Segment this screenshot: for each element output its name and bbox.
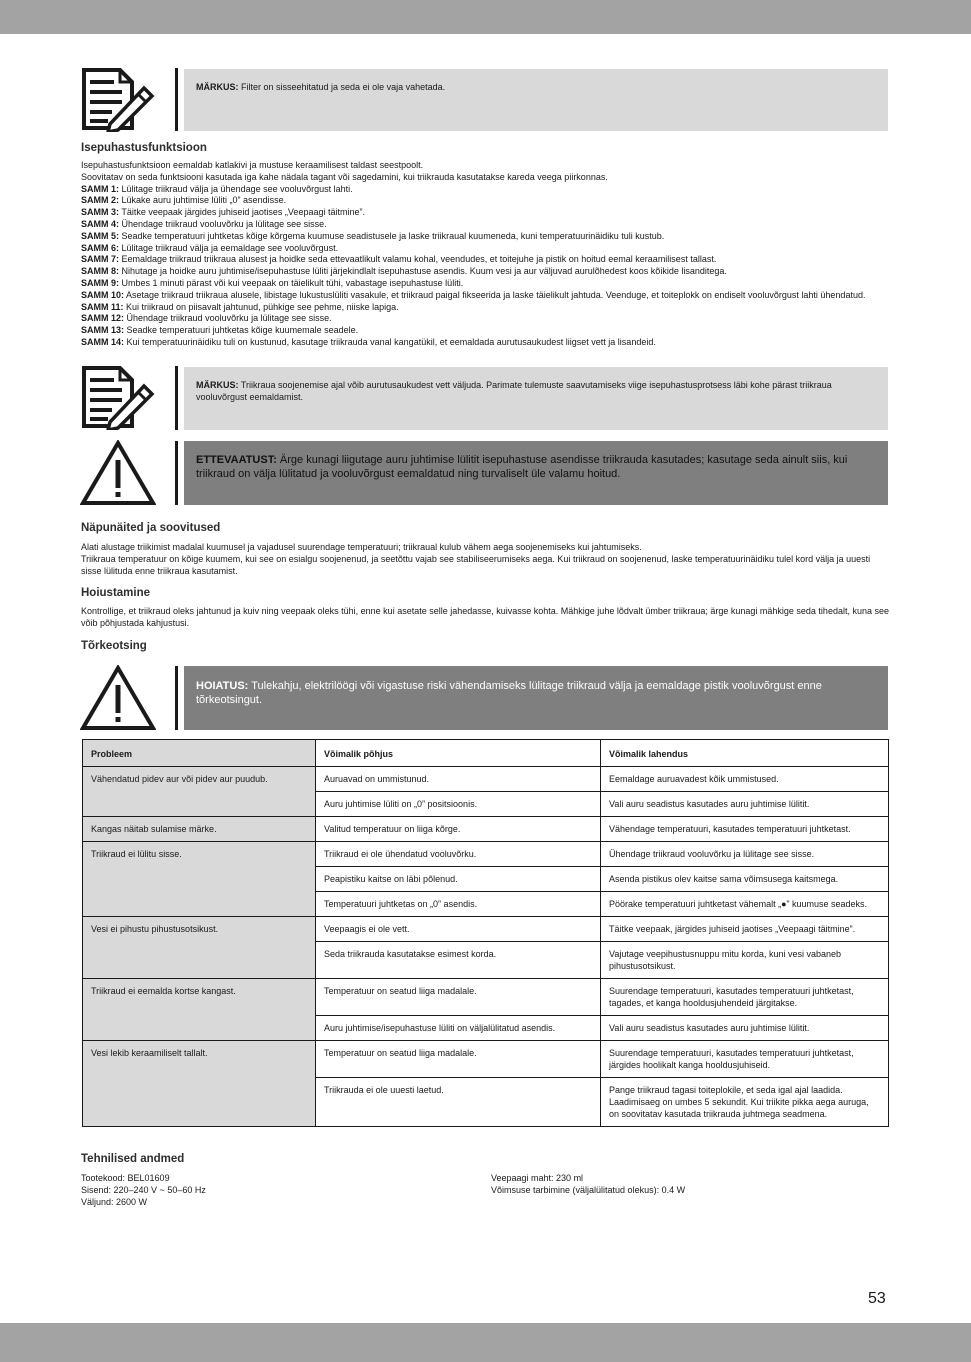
cause-cell: Auruavad on ummistunud.: [316, 767, 601, 792]
note-label: MÄRKUS:: [196, 380, 239, 390]
step-item: [81, 266, 889, 278]
section-title-troubleshooting: Tõrkeotsing: [81, 640, 147, 652]
table-row: [83, 1041, 889, 1078]
storage-body: [81, 606, 889, 630]
tech-line: Veepaagi maht: 230 ml: [491, 1173, 584, 1183]
step-text: Kui temperatuurinäidiku tuli on kustunud, kasutage triikrauda vanal kangatükil, et eemaldada aurutusaukudest liigset vett ja lisandeid.: [124, 336, 656, 347]
cause-cell: Seda triikrauda kasutatakse esimest korda.: [316, 942, 601, 979]
step-text: Lükake auru juhtimise lüliti „0” asendisse.: [119, 195, 287, 206]
step-text: Lülitage triikraud välja ja eemaldage see vooluvõrgust.: [119, 242, 339, 253]
warning-label: HOIATUS:: [196, 680, 249, 692]
problem-cell: Vesi lekib keraamiliselt tallalt.: [83, 1041, 316, 1127]
table-row: [83, 842, 889, 867]
divider: [175, 366, 178, 430]
steps-list: [81, 184, 889, 349]
note-box: [184, 367, 888, 430]
cause-cell: Auru juhtimise lüliti on „0” positsioonis.: [316, 792, 601, 817]
divider: [175, 666, 178, 730]
solution-cell: Suurendage temperatuuri, kasutades temperatuuri juhtketast, järgides hoolikalt kanga hooldusjuhiseid.: [601, 1041, 889, 1078]
step-text: Umbes 1 minuti pärast või kui veepaak on täielikult tühi, vabastage isepuhastuse lüliti.: [119, 277, 464, 288]
section-title-storage: Hoiustamine: [81, 587, 151, 599]
solution-cell: Pange triikraud tagasi toiteplokile, et seda igal ajal laadida. Laadimisaeg on umbes 5 sekundit. Kui triikite pikka aega auruga, on soovitatav kasutada triikrauda juhtmega seadmena.: [601, 1078, 889, 1127]
solution-cell: Täitke veepaak, järgides juhiseid jaotises „Veepaagi täitmine”.: [601, 917, 889, 942]
step-label: SAMM 5:: [81, 230, 119, 241]
problem-cell: Triikraud ei eemalda kortse kangast.: [83, 979, 316, 1041]
step-label: SAMM 12:: [81, 313, 125, 324]
step-label: SAMM 2:: [81, 195, 119, 206]
step-text: Ühendage triikraud vooluvõrku ja lülitage see sisse.: [124, 313, 332, 324]
section-title-tips: Näpunäited ja soovitused: [81, 522, 221, 534]
solution-cell: Ühendage triikraud vooluvõrku ja lülitage see sisse.: [601, 842, 889, 867]
step-label: SAMM 4:: [81, 218, 119, 229]
tech-line: Tootekood: BEL01609: [81, 1173, 170, 1183]
step-label: SAMM 7:: [81, 254, 119, 265]
step-label: SAMM 6:: [81, 242, 119, 253]
step-item: [81, 302, 889, 314]
warning-text: Tulekahju, elektrilöögi või vigastuse riski vähendamiseks lülitage triikraud välja ja eemaldage pistik vooluvõrgust enne tõrkeotsingut.: [196, 680, 822, 706]
tips-paragraph: Alati alustage triikimist madalal kuumusel ja vajadusel suurendage temperatuuri; triikraual kulub vähem aega soojenemiseks kui jahtumiseks.: [81, 542, 642, 552]
selfclean-body: [81, 160, 889, 349]
caution-text: Ärge kunagi liigutage auru juhtimise lülitit isepuhastuse asendisse triikrauda kasutades; kasutage seda ainult siis, kui triikraud on välja lülitatud ja vooluvõrgust eemaldatud ning turvaliselt üle valamu hoitud.: [196, 454, 848, 480]
selfclean-intro: Isepuhastusfunktsioon eemaldab katlakivi ja mustuse keraamilisest taldast seestpoolt.: [81, 160, 424, 170]
caution-label: ETTEVAATUST:: [196, 454, 277, 466]
step-text: Lülitage triikraud välja ja ühendage see vooluvõrgust lahti.: [119, 183, 353, 194]
problem-cell: Kangas näitab sulamise märke.: [83, 817, 316, 842]
tech-line: Võimsuse tarbimine (väljalülitatud olekus): 0.4 W: [491, 1185, 686, 1195]
cause-cell: Auru juhtimise/isepuhastuse lüliti on väljalülitatud asendis.: [316, 1016, 601, 1041]
tech-line: Sisend: 220–240 V ~ 50–60 Hz: [81, 1185, 206, 1195]
troubleshooting-table: [82, 739, 889, 1127]
solution-cell: Eemaldage auruavadest kõik ummistused.: [601, 767, 889, 792]
step-item: [81, 184, 889, 196]
top-bar: [0, 0, 971, 34]
solution-cell: Pöörake temperatuuri juhtketast vähemalt „●” kuumuse seadeks.: [601, 892, 889, 917]
problem-cell: Vähendatud pidev aur või pidev aur puudub.: [83, 767, 316, 817]
solution-cell: Vajutage veepihustusnuppu mitu korda, kuni vesi vabaneb pihustusotsikust.: [601, 942, 889, 979]
step-item: [81, 290, 889, 302]
step-item: [81, 254, 889, 266]
bottom-bar: [0, 1323, 971, 1362]
problem-cell: Triikraud ei lülitu sisse.: [83, 842, 316, 917]
step-text: Seadke temperatuuri juhtketas kõige kuumemale seadele.: [124, 325, 359, 336]
step-text: Täitke veepaak järgides juhiseid jaotises „Veepaagi täitmine”.: [119, 207, 365, 218]
step-text: Asetage triikraud triikraua alusele, libistage lukustuslüliti vasakule, et triikraud paigal fikseerida ja laske täielikult jahtuda. Veenduge, et toiteplokk on endiselt vooluvõrgust lahti ühendatud.: [124, 289, 866, 300]
step-item: [81, 278, 889, 290]
cause-cell: Temperatuuri juhtketas on „0” asendis.: [316, 892, 601, 917]
solution-cell: Asenda pistikus olev kaitse sama võimsusega kaitsmega.: [601, 867, 889, 892]
section-title-tech: Tehnilised andmed: [81, 1153, 185, 1165]
step-text: Nihutage ja hoidke auru juhtimise/isepuhastuse lüliti järjekindlalt isepuhastuse asendis. Kuum vesi ja aur väljuvad aurulõhedest koos kõikide lisanditega.: [119, 266, 727, 277]
note-text: Triikraua soojenemise ajal võib aurutusaukudest vett väljuda. Parimate tulemuste saavutamiseks viige isepuhastusprotsess läbi kohe pärast triikraua vooluvõrgust eemaldamist.: [196, 380, 832, 402]
step-item: [81, 337, 889, 349]
table-row: [83, 917, 889, 942]
storage-paragraph: Kontrollige, et triikraud oleks jahtunud ja kuiv ning veepaak oleks tühi, enne kui asetate selle jahedasse, kuivasse kohta. Mähkige juhe lõdvalt ümber triikraua; ärge kunagi mähkige seda tihedalt, kuna see võib põhjustada kahjustusi.: [81, 606, 889, 628]
step-label: SAMM 11:: [81, 301, 124, 312]
table-header-row: [83, 740, 889, 767]
step-label: SAMM 8:: [81, 266, 119, 277]
step-item: [81, 219, 889, 231]
section-title-selfclean: Isepuhastusfunktsioon: [81, 142, 207, 154]
problem-cell: Vesi ei pihustu pihustusotsikust.: [83, 917, 316, 979]
cause-cell: Peapistiku kaitse on läbi põlenud.: [316, 867, 601, 892]
step-label: SAMM 9:: [81, 277, 119, 288]
solution-cell: Vali auru seadistus kasutades auru juhtimise lülitit.: [601, 1016, 889, 1041]
step-text: Seadke temperatuuri juhtketas kõige kõrgema kuumuse seadistusele ja laske triikraual kuumeneda, kuni temperatuurinäidiku tuli kustub.: [119, 230, 665, 241]
step-label: SAMM 10:: [81, 289, 125, 300]
tech-right: [491, 1172, 685, 1196]
solution-cell: Suurendage temperatuuri, kasutades temperatuuri juhtketast, tagades, et kanga hooldusjuhendeid järgitakse.: [601, 979, 889, 1016]
step-item: [81, 313, 889, 325]
warning-triangle-icon: [80, 440, 156, 506]
note-icon: [80, 66, 156, 132]
cause-cell: Veepaagis ei ole vett.: [316, 917, 601, 942]
table-row: [83, 979, 889, 1016]
step-label: SAMM 13:: [81, 325, 125, 336]
table-header: Võimalik lahendus: [601, 740, 889, 767]
step-label: SAMM 1:: [81, 183, 119, 194]
cause-cell: Triikrauda ei ole uuesti laetud.: [316, 1078, 601, 1127]
solution-cell: Vähendage temperatuuri, kasutades temperatuuri juhtketast.: [601, 817, 889, 842]
table-row: [83, 767, 889, 792]
tips-body: [81, 542, 889, 577]
selfclean-intro: Soovitatav on seda funktsiooni kasutada iga kahe nädala tagant või sagedamini, kui triikrauda kasutatakse kareda veega piirkonnas.: [81, 171, 608, 182]
cause-cell: Temperatuur on seatud liiga madalale.: [316, 1041, 601, 1078]
table-header: Võimalik põhjus: [316, 740, 601, 767]
step-text: Eemaldage triikraud triikraua alusest ja hoidke seda ettevaatlikult valamu kohal, veendudes, et toitejuhe ja pistik on hoitud eemal keraamilisest tallast.: [119, 254, 717, 265]
warning-box: [184, 666, 888, 730]
page-number: 53: [868, 1290, 886, 1307]
step-item: [81, 243, 889, 255]
step-item: [81, 195, 889, 207]
solution-cell: Vali auru seadistus kasutades auru juhtimise lülitit.: [601, 792, 889, 817]
warning-triangle-icon: [80, 665, 156, 731]
step-label: SAMM 14:: [81, 336, 125, 347]
cause-cell: Temperatuur on seatud liiga madalale.: [316, 979, 601, 1016]
table-header: Probleem: [83, 740, 316, 767]
cause-cell: Triikraud ei ole ühendatud vooluvõrku.: [316, 842, 601, 867]
step-label: SAMM 3:: [81, 207, 119, 218]
step-text: Ühendage triikraud vooluvõrku ja lülitage see sisse.: [119, 218, 327, 229]
divider: [175, 441, 178, 505]
cause-cell: Valitud temperatuur on liiga kõrge.: [316, 817, 601, 842]
caution-box: [184, 441, 888, 505]
step-item: [81, 207, 889, 219]
tips-paragraph: Triikraua temperatuur on kõige kuumem, kui see on esialgu soojenenud, ja seetõttu vajab see stabiliseerumiseks aega. Kui triikraud on soojenenud, laske temperatuurinäidiku tulel kord välja ja uuesti sisse lülituda enne triikraua kasutamist.: [81, 553, 871, 576]
tech-left: [81, 1172, 206, 1208]
step-text: Kui triikraud on piisavalt jahtunud, pühkige see pehme, niiske lapiga.: [123, 301, 399, 312]
note-text: Filter on sisseehitatud ja seda ei ole vaja vahetada.: [238, 82, 446, 92]
tech-line: Väljund: 2600 W: [81, 1197, 148, 1207]
divider: [175, 68, 178, 131]
table-row: [83, 817, 889, 842]
note-box: [184, 69, 888, 131]
step-item: [81, 325, 889, 337]
step-item: [81, 231, 889, 243]
note-icon: [80, 364, 156, 430]
note-label: MÄRKUS:: [196, 82, 239, 92]
